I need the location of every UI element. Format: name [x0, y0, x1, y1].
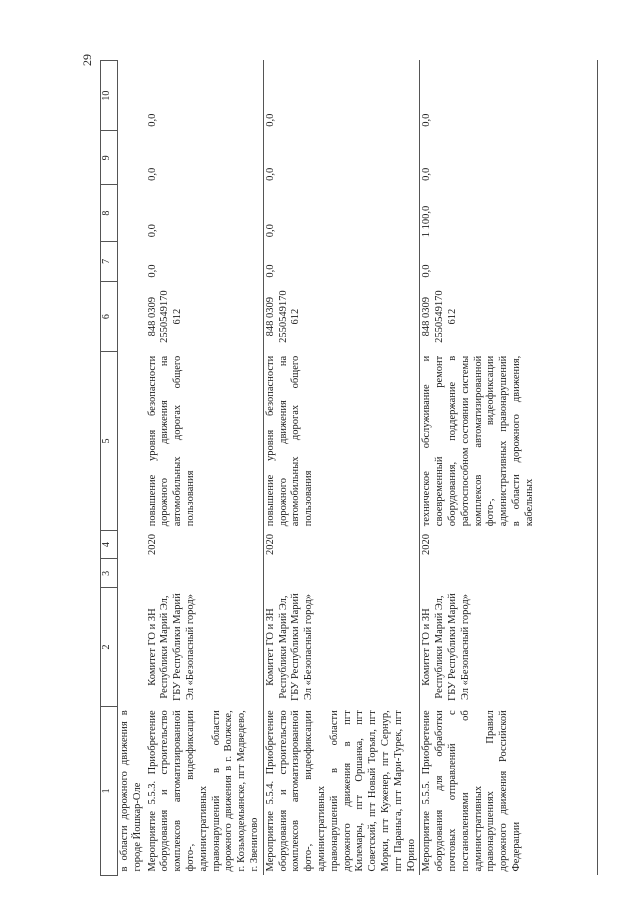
- table-row: [263, 61, 420, 876]
- header-col-4: 4: [101, 530, 118, 559]
- budget-code: 848 0309 2550549170 612: [146, 282, 264, 352]
- rotated-table-sheet: [100, 60, 540, 876]
- continuation-text: в области дорожного движения в городе Йошкар-Оле: [119, 710, 143, 872]
- measure-name: Мероприятие 5.5.5. Приобретение оборудования для обработки почтовых отправлений с постановлениями об административных правонарушениях Правил дорожного движения Российской Федерации: [420, 706, 598, 875]
- measure-name: Мероприятие 5.5.4. Приобретение оборудования и строительство комплексов автоматизированной фото-, видеофиксации административных правонарушений в области дорожного движения в пгт Килемары, пгт Оршанка, пгт Советский, пгт Новый Торъял, пгт Морки, пгт Куженер, пгт Сернур, пгт Параньга, пгт Мари-Турек, пгт Юрино: [263, 706, 420, 875]
- expected-result: повышение уровня безопасности дорожного движения на автомобильных дорогах общего пользования: [263, 352, 420, 530]
- year: 2020: [146, 530, 264, 559]
- header-col-10: 10: [101, 61, 118, 131]
- header-col-1: 1: [101, 706, 118, 875]
- col3-value: [146, 559, 264, 588]
- col3-value: [420, 559, 598, 588]
- executor: Комитет ГО и ЗН Республики Марий Эл, ГБУ Республики Марий Эл «Безопасный город»: [263, 588, 420, 707]
- executor: Комитет ГО и ЗН Республики Марий Эл, ГБУ Республики Марий Эл «Безопасный город»: [146, 588, 264, 707]
- measures-table: [100, 60, 598, 876]
- header-col-6: 6: [101, 282, 118, 352]
- value-col-8: 0,0: [263, 185, 420, 241]
- value-col-10: 0,0: [420, 61, 598, 131]
- value-col-9: 0,0: [146, 131, 264, 185]
- executor: Комитет ГО и ЗН Республики Марий Эл, ГБУ Республики Марий Эл «Безопасный город»: [420, 588, 598, 707]
- value-col-8: 0,0: [146, 185, 264, 241]
- expected-result: техническое обслуживание и своевременный ремонт оборудования, поддержание в работоспособном состоянии системы комплексов автоматизированной фото-, видеофиксации административных правонарушений в области дорожного движения, кабельных: [420, 352, 598, 530]
- header-col-7: 7: [101, 241, 118, 281]
- expected-result: повышение уровня безопасности дорожного движения на автомобильных дорогах общего пользования: [146, 352, 264, 530]
- value-col-10: 0,0: [146, 61, 264, 131]
- header-col-5: 5: [101, 352, 118, 530]
- value-col-7: 0,0: [146, 241, 264, 281]
- value-col-10: 0,0: [263, 61, 420, 131]
- page-number: 29: [80, 54, 94, 66]
- value-col-7: 0,0: [263, 241, 420, 281]
- value-col-8: 1 100,0: [420, 185, 598, 241]
- table-header-row: [101, 61, 118, 876]
- continuation-row: [118, 61, 146, 876]
- budget-code: 848 0309 2550549170 612: [263, 282, 420, 352]
- value-col-9: 0,0: [263, 131, 420, 185]
- header-col-8: 8: [101, 185, 118, 241]
- header-col-2: 2: [101, 588, 118, 707]
- value-col-7: 0,0: [420, 241, 598, 281]
- measure-name: Мероприятие 5.5.3. Приобретение оборудования и строительство комплексов автоматизированной фото-, видеофиксации административных правонарушений в области дорожного движения в г. Волжске, г. Козьмодемьянске, пгт Медведево, г. Звенигово: [146, 706, 264, 875]
- budget-code: 848 0309 2550549170 612: [420, 282, 598, 352]
- header-col-3: 3: [101, 559, 118, 588]
- value-col-9: 0,0: [420, 131, 598, 185]
- table-row: [420, 61, 598, 876]
- year: 2020: [420, 530, 598, 559]
- table-row: [146, 61, 264, 876]
- header-col-9: 9: [101, 131, 118, 185]
- year: 2020: [263, 530, 420, 559]
- col3-value: [263, 559, 420, 588]
